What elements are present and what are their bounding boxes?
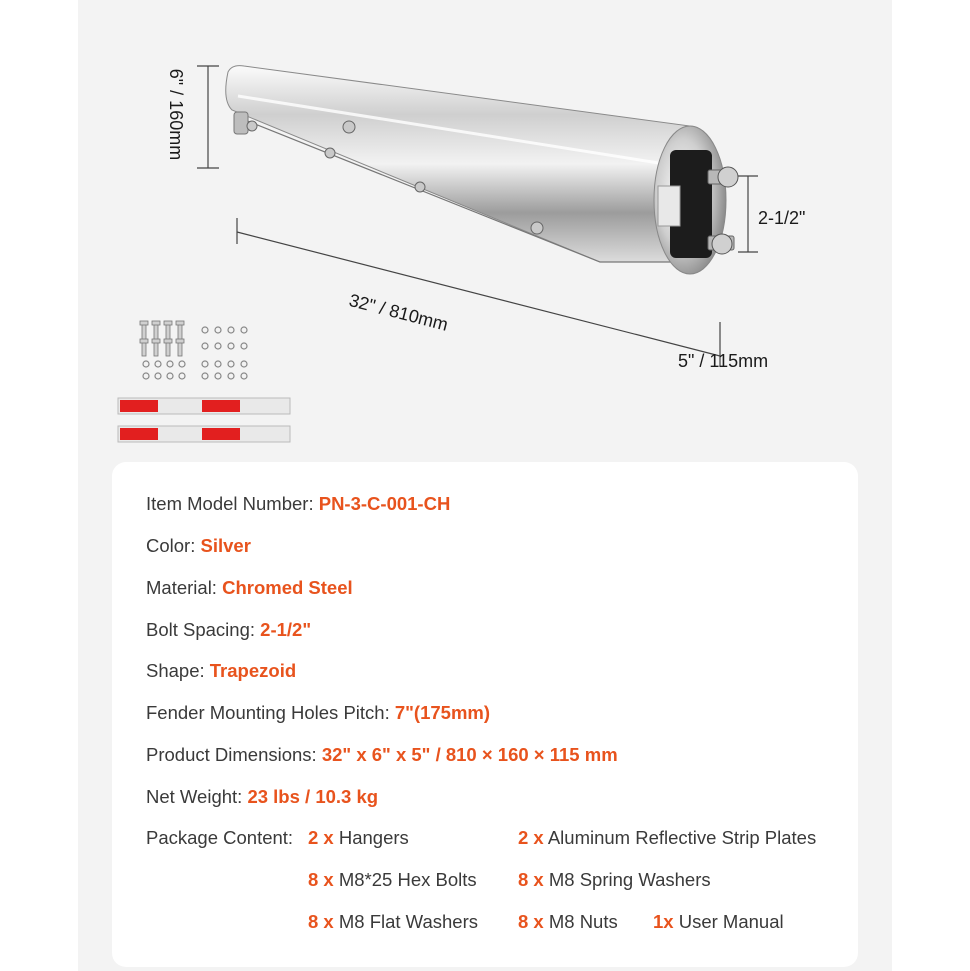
hardware-kit-illustration xyxy=(110,316,300,452)
hanger-body xyxy=(226,66,690,262)
package-item: 2 x Aluminum Reflective Strip Plates xyxy=(518,827,817,848)
spec-net-weight: Net Weight: 23 lbs / 10.3 kg xyxy=(146,786,379,807)
spec-fender-holes-pitch: Fender Mounting Holes Pitch: 7"(175mm) xyxy=(146,702,491,723)
width-dimension-label: 5" / 115mm xyxy=(678,351,769,371)
package-item: 2 x Hangers xyxy=(308,827,409,848)
spec-bolt-spacing: Bolt Spacing: 2-1/2" xyxy=(146,619,312,640)
spec-color: Color: Silver xyxy=(146,535,251,556)
spec-product-dimensions: Product Dimensions: 32" x 6" x 5" / 810 × 160 × 115 mm xyxy=(146,744,618,765)
spec-shape: Shape: Trapezoid xyxy=(146,660,297,681)
spec-model-number: Item Model Number: PN-3-C-001-CH xyxy=(146,493,451,514)
package-item: 8 x M8 Flat Washers xyxy=(308,911,478,932)
reflective-strip-plate-1 xyxy=(118,398,290,414)
bolt-spacing-dimension-line xyxy=(738,176,758,252)
reflective-strip-plate-2 xyxy=(118,426,290,442)
spec-material: Material: Chromed Steel xyxy=(146,577,353,598)
end-cap xyxy=(654,126,738,274)
package-item: 8 x M8*25 Hex Bolts xyxy=(308,869,477,890)
package-item: 1x User Manual xyxy=(653,911,784,932)
height-dimension-line xyxy=(197,66,219,168)
bolt-spacing-dimension-label: 2-1/2" xyxy=(758,208,806,228)
package-item: 8 x M8 Spring Washers xyxy=(518,869,711,890)
length-dimension-label: 32" / 810mm xyxy=(346,290,451,335)
height-dimension-label: 6" / 160mm xyxy=(166,68,187,161)
package-item: 8 x M8 Nuts xyxy=(518,911,618,932)
package-content-label: Package Content: xyxy=(146,827,294,848)
